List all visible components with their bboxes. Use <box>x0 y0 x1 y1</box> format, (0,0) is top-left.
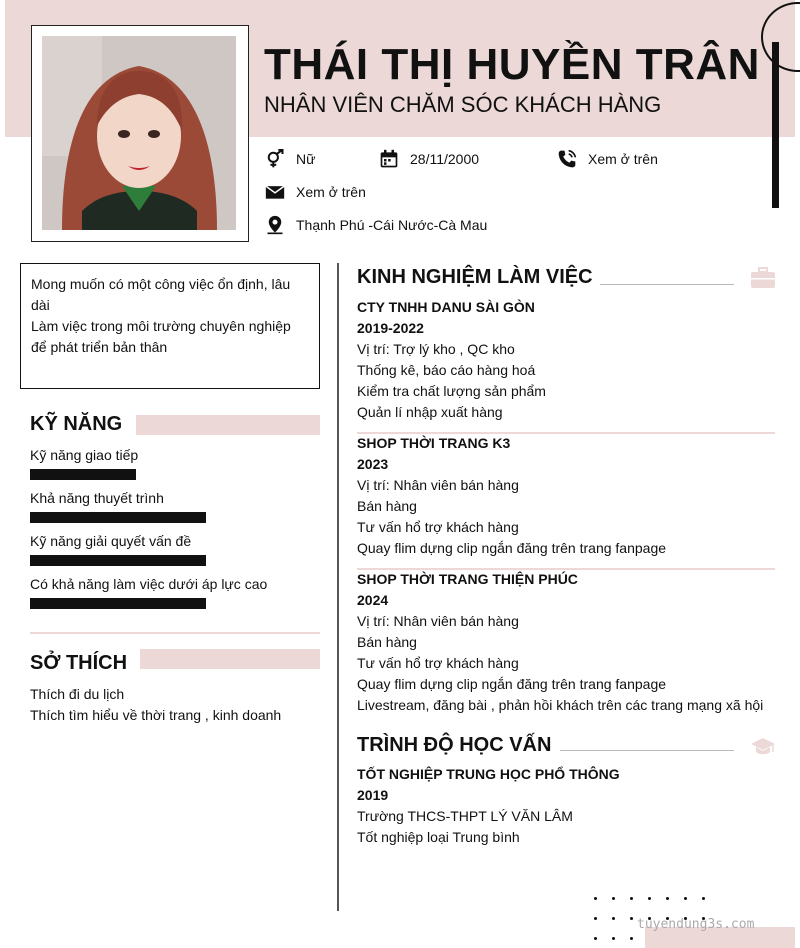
job-detail: Quay flim dựng clip ngắn đăng trên trang fanpage <box>357 540 667 556</box>
phone-value: Xem ở trên <box>588 151 658 167</box>
company-name: CTY TNHH DANU SÀI GÒN <box>357 299 535 315</box>
graduation-year: 2019 <box>357 787 389 803</box>
decorative-dot <box>630 897 633 900</box>
decorative-dot <box>594 937 597 940</box>
candidate-name: THÁI THỊ HUYỀN TRÂN <box>264 40 760 89</box>
experience-entry <box>357 569 763 716</box>
skill-name: Kỹ năng giải quyết vấn đề <box>30 533 192 549</box>
mail-icon <box>265 182 285 202</box>
gender-info <box>265 149 315 169</box>
job-detail: Quản lí nhập xuất hàng <box>357 404 503 420</box>
graduation-cap-icon <box>750 737 776 757</box>
decorative-dot <box>612 897 615 900</box>
location-icon <box>265 215 285 235</box>
birthdate-info <box>379 149 479 169</box>
job-period: 2024 <box>357 592 389 608</box>
email-info <box>265 182 366 202</box>
company-name: SHOP THỜI TRANG K3 <box>357 435 511 451</box>
job-title: NHÂN VIÊN CHĂM SÓC KHÁCH HÀNG <box>264 92 662 117</box>
experience-title-line <box>600 284 734 285</box>
objective-line: Mong muốn có một công việc ổn định, lâu dài <box>31 276 291 313</box>
address-info <box>265 215 487 235</box>
decorative-dot <box>648 897 651 900</box>
hobby-item: Thích đi du lịch <box>30 686 125 702</box>
experience-entry <box>357 433 666 559</box>
job-detail: Quay flim dựng clip ngắn đăng trên trang fanpage <box>357 676 667 692</box>
job-detail: Bán hàng <box>357 498 417 514</box>
company-name: SHOP THỜI TRANG THIỆN PHÚC <box>357 571 578 587</box>
career-objective <box>20 263 320 389</box>
experience-entry <box>357 297 546 423</box>
education-title-line <box>560 750 734 751</box>
skill-level-bar <box>30 469 136 480</box>
decorative-dot <box>666 897 669 900</box>
job-detail: Vị trí: Trợ lý kho , QC kho <box>357 341 515 357</box>
job-detail: Tư vấn hổ trợ khách hàng <box>357 655 519 671</box>
briefcase-icon <box>750 267 776 289</box>
decorative-dot <box>630 917 633 920</box>
decorative-dot <box>594 897 597 900</box>
decorative-vertical-bar <box>772 42 779 208</box>
skills-title-bar <box>136 415 320 435</box>
objective-line: Làm việc trong môi trường chuyên nghiệp để phát triển bản thân <box>31 318 291 355</box>
decorative-dot <box>612 917 615 920</box>
experience-title: KINH NGHIỆM LÀM VIỆC <box>357 266 593 288</box>
job-detail: Tư vấn hổ trợ khách hàng <box>357 519 519 535</box>
divider <box>30 632 320 634</box>
profile-photo <box>42 36 236 230</box>
skills-title: KỸ NĂNG <box>30 413 123 435</box>
job-detail: Kiểm tra chất lượng sản phẩm <box>357 383 546 399</box>
skill-level-bar <box>30 512 206 523</box>
job-detail: Livestream, đăng bài , phản hồi khách trên các trang mạng xã hội <box>357 697 764 713</box>
skill-name: Có khả năng làm việc dưới áp lực cao <box>30 576 268 592</box>
degree-name: TỐT NGHIỆP TRUNG HỌC PHỔ THÔNG <box>357 766 620 782</box>
decorative-dot <box>594 917 597 920</box>
skill-level-bar <box>30 555 206 566</box>
hobbies-title: SỞ THÍCH <box>30 652 128 674</box>
education-entry <box>357 764 620 848</box>
job-detail: Thống kê, báo cáo hàng hoá <box>357 362 536 378</box>
hobby-item: Thích tìm hiểu về thời trang , kinh doanh <box>30 707 282 723</box>
gender-value: Nữ <box>296 151 316 167</box>
skill-level-bar <box>30 598 206 609</box>
job-period: 2023 <box>357 456 389 472</box>
birthdate-value: 28/11/2000 <box>410 151 480 167</box>
skill-name: Khả năng thuyết trình <box>30 490 164 506</box>
address-value: Thạnh Phú -Cái Nước-Cà Mau <box>296 217 488 233</box>
hobbies-title-bar <box>140 649 320 669</box>
job-detail: Bán hàng <box>357 634 417 650</box>
column-divider <box>337 263 339 911</box>
job-detail: Vị trí: Nhân viên bán hàng <box>357 477 519 493</box>
decorative-dot <box>630 937 633 940</box>
email-value: Xem ở trên <box>296 184 366 200</box>
school-name: Trường THCS-THPT LÝ VĂN LÂM <box>357 808 573 824</box>
watermark: tuyendung3s.com <box>637 917 755 932</box>
grade: Tốt nghiệp loại Trung bình <box>357 829 520 845</box>
education-title: TRÌNH ĐỘ HỌC VẤN <box>357 734 552 756</box>
decorative-dot <box>612 937 615 940</box>
skill-name: Kỹ năng giao tiếp <box>30 447 139 463</box>
decorative-dot <box>702 897 705 900</box>
gender-icon <box>265 149 285 169</box>
phone-icon <box>557 149 577 169</box>
decorative-dot <box>684 897 687 900</box>
job-period: 2019-2022 <box>357 320 424 336</box>
job-detail: Vị trí: Nhân viên bán hàng <box>357 613 519 629</box>
phone-info <box>557 149 658 169</box>
calendar-icon <box>379 149 399 169</box>
